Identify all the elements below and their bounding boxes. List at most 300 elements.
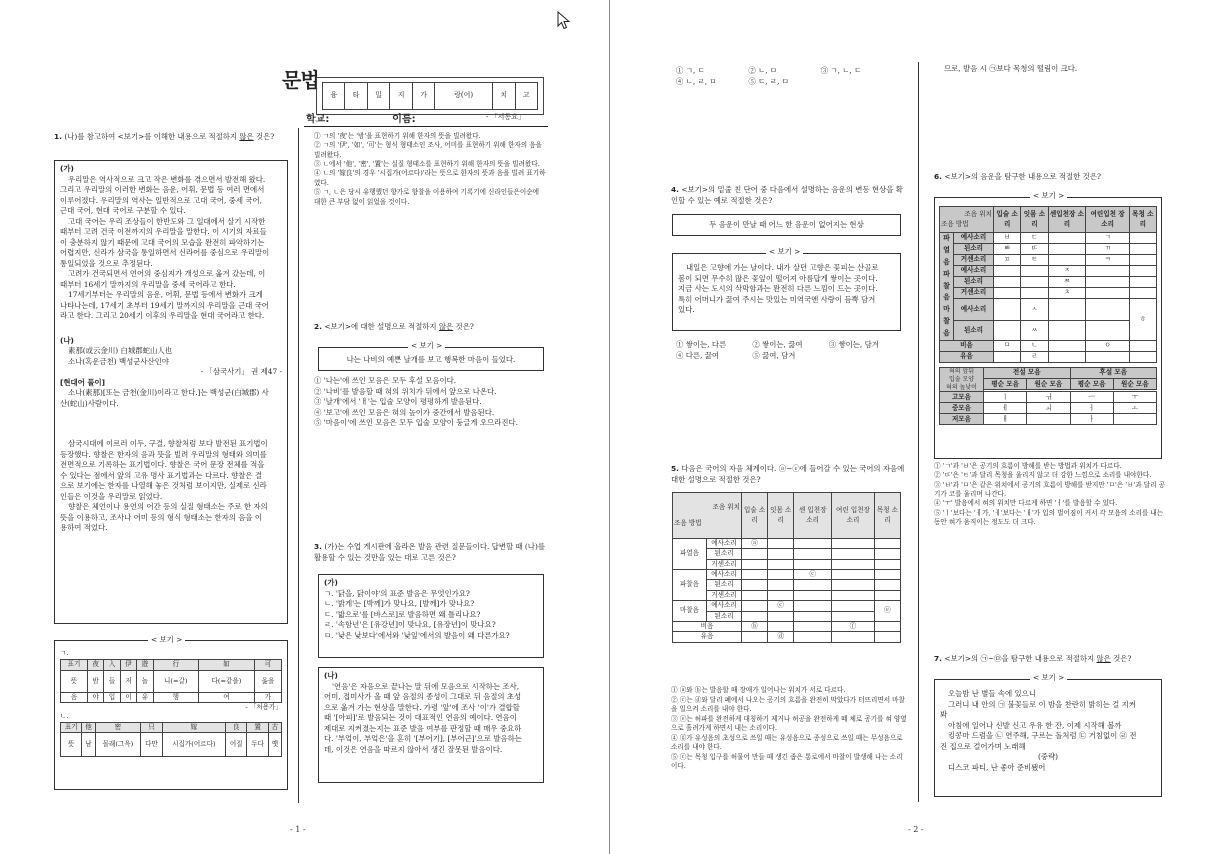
q7-prompt-end: 것은? [1110,654,1132,663]
table-cell: 행 [153,692,198,702]
bogi-ga-label: ㄱ. [60,649,69,657]
table-cell: 유 [137,692,153,702]
table-header-cell: 입술 소리 [742,493,768,539]
passage-line: 때부터 고려 건국 이전까지의 우리말을 말한다. 이 시기의 자료들 [60,227,267,237]
q1-option-1[interactable]: ① ㄱ의 '夜'는 '밤'을 표현하기 위해 한자의 뜻을 빌려왔다. [314,132,481,140]
q4-bogi-line: 내일은 고향에 가는 날이다. 내가 살던 고향은 꽃피는 산골로 [686,263,879,272]
table-cell: ㅓ [1070,403,1113,414]
table-cell: ㅇ [1086,341,1129,352]
q3-ga-label: (가) [324,578,338,587]
passage-line: 17세기부터는 우리말의 음운, 어휘, 문법 등에서 변화가 크게 [68,290,263,300]
q2-option-1[interactable]: ① '나는'에 쓰인 모음은 모두 후설 모음이다. [314,376,457,385]
table-cell: ㅜ [1113,392,1156,403]
q4-option-5[interactable]: ⑤ 끓여, 담겨 [752,350,796,360]
q4-option-2[interactable]: ② 쌓이는, 끓여 [752,340,803,349]
header-cell: 고 [515,83,537,110]
table-cell: 들 [104,670,120,692]
q6-vowel-corner-label: 혀의 앞뒤 [948,368,975,376]
q5-option-4[interactable]: ④ ⓖ가 유성음의 초성으로 쓰일 때는 유성음으로 종성으로 쓰일 때는 무성음으로 소리를 내야 한다. [671,733,903,752]
passage-line: 고대 국어는 우리 조상들이 한반도와 그 일대에서 살기 시작한 [68,216,266,226]
q6-consonant-table [939,206,1157,363]
table-cell: 密 [95,722,141,732]
table-cell: 이 [120,692,136,702]
q4-option-1[interactable]: ① 쌓이는, 다른 [676,340,727,349]
table-cell: ㅁ [994,341,1021,352]
q3-number: 3. [314,542,322,551]
table-cell: 예사소리 [707,601,742,611]
table-cell: 비음 [940,341,994,352]
q6-bogi-box [934,197,1162,459]
page-number: - 2 - [908,825,924,834]
table-cell: ㅐ [984,414,1027,425]
header-cell: 융 [323,83,345,110]
table-cell: 嫁 [162,722,225,732]
q1-passage-box [54,160,288,624]
table-cell: 된소리 [707,580,742,590]
passage-line: 고려가 건국되면서 언어의 중심지가 개성으로 옮겨 갔는데, 이 [68,269,266,279]
q4-bogi-line: 봄이 되면 무수히 많은 꽃잎이 떨어져 아름답게 쌓이는 곳이다. [678,273,878,283]
q2-options [314,376,546,429]
q7-number: 7. [934,654,942,663]
q6-vowel-table [939,367,1157,425]
table-cell: ㅌ [1021,255,1048,266]
q3-prompt [314,542,546,563]
table-cell: ㅃ [994,244,1021,255]
table-cell: 夜 [87,660,103,670]
table-header-cell: 원순 모음 [1113,379,1156,390]
q6-group-label: 파열음 [943,234,950,266]
passage-line: 어렵지만, 신라가 삼국을 통일하면서 신라어를 중심으로 우리말이 [60,248,270,258]
q5-prompt-text: 다음은 국어의 자음 체계이다. ⓐ~ⓔ에 들어갈 수 있는 국어의 자음에 대한 설명으로 적절한 것은? [671,464,905,484]
q4-prompt [671,185,905,206]
table-cell: 여 [198,692,254,702]
table-cell: ㅏ [1070,414,1113,425]
table-cell: 다(=같을) [198,670,254,692]
table-cell: ㅚ [1027,403,1070,414]
q4-bogi-title: < 보기 > [766,247,803,258]
passage-line: 인들은 이것을 우리말로 읽었다. [60,491,163,501]
header-cell: 랑(어) [435,83,493,110]
table-header-cell: 원순 모음 [1027,379,1070,390]
header-cell: 치 [493,83,515,110]
passage-line: 삼국시대에 이르러 이두, 구결, 향찰처럼 보다 발전된 표기법이 [68,439,268,449]
passage-line: 통일되었을 것으로 추정된다. [60,258,153,268]
table-header-cell: 센입천장 소리 [1048,207,1086,233]
q6-bogi-title: < 보기 > [1030,191,1067,202]
passage-line: 산(蛇山)사람이다. [60,398,119,408]
q1-prompt-end: 것은? [253,132,275,141]
table-cell: 음 [61,692,88,702]
table-cell: ㅣ [984,392,1027,403]
passage-line: 근대 국어, 현대 국어로 구분할 수 있다. [60,206,186,216]
q3-ga-line: ㅁ. '낮은 낮보다'에서와 '낮잎'에서의 발음이 왜 다른가요? [324,630,510,640]
passage-line: 향찰은 체언이나 용언의 어간 등의 실질 형태소는 주로 한 자의 [68,502,268,512]
table-cell: 남 [82,733,95,757]
table-cell: ㄹ [1021,352,1048,363]
table-cell: 된소리 [954,244,994,255]
table-cell: 된소리 [954,277,994,288]
table-cell: 他 [82,722,95,732]
table-cell: ⓔ [874,601,900,622]
bogi-ga-table [60,659,282,703]
q5-option-2[interactable]: ② ⓒ는 ⓓ와 달리 폐에서 나오는 공기의 흐름을 완전히 막았다가 터뜨리면서 마찰을 일으켜 소리를 내야 한다. [671,695,905,714]
table-cell: 표기 [61,722,82,732]
q5-corner-cell [673,493,742,539]
header-underline [304,126,548,127]
q3-na-box [318,667,544,783]
passage-line: 수 있다는 점에서 앞의 고유 명사 표기법과는 다르다. 향찰은 결 [60,470,262,480]
passage-line: 용하여 적었다. [60,523,108,533]
q7-bogi-line: 봐 [940,710,948,720]
table-cell: 표기 [61,660,88,670]
q5-corner-bottom: 조음 방법 [674,518,702,527]
table-cell: ㅂ [994,233,1021,244]
passage-line: 素那(或云金川) 白城郡蛇山人也 [68,346,173,356]
table-cell: 유음 [940,352,994,363]
table-cell: 거센소리 [707,590,742,600]
passage-line: 으로 보기에는 한자를 나열해 놓은 것처럼 보이지만, 실제로 신라 [60,481,267,491]
table-cell: 古 [268,722,281,732]
table-header-cell: 목청 소리 [1129,207,1156,233]
school-label: 학교: [306,114,330,125]
q6-options [934,462,1166,528]
q6-vowel-corner [940,368,984,392]
table-cell: 뜻 [61,670,88,692]
q3-option-3[interactable]: ③ ㄱ, ㄴ, ㄷ [820,66,862,75]
table-cell: 行 [153,660,198,670]
q3-na-line: 때 '[아피]'로 발음되는 것이 대표적인 연음의 예이다. 연음이 [324,713,517,723]
passage-line: 라고 한다. 그리고 20세기 이후의 우리말을 현대 국어라고 한다. [60,311,265,321]
q5-number: 5. [671,464,679,473]
table-cell: 只 [141,722,162,732]
table-cell: ㅔ [984,403,1027,414]
q2-option-5[interactable]: ⑤ '마음이'에 쓰인 모음은 모두 입술 모양이 둥글게 오므라진다. [314,418,518,428]
table-cell: ⓕ [832,621,875,631]
q1-option-3[interactable]: ③ ㄴ에서 '他', '密', '置'는 실질 형태소를 표현하기 위해 한자의 뜻을 빌려왔다. [314,160,540,169]
table-cell: 놀 [137,670,153,692]
q1-options [314,132,546,207]
q3-option-4[interactable]: ④ ㄴ, ㄹ, ㅁ [676,76,717,86]
table-cell: 된소리 [707,549,742,559]
table-cell: ⓑ [742,621,768,631]
table-cell [1048,233,1086,244]
table-cell: ㅈ [1048,266,1086,277]
table-cell: 다만 [141,733,162,757]
q4-option-4[interactable]: ④ 다른, 끓여 [676,350,719,360]
passage-ga-label: (가) [60,164,74,173]
q1-prompt-negation: 않은 [239,132,254,141]
q6-option-4[interactable]: ④ 'ㅜ' 발음에서 혀의 위치만 다르게 하면 'ㅓ'를 발음할 수 있다. [934,499,1118,508]
table-cell: ㅎ [1129,299,1156,341]
table-cell: 니(=갈) [153,670,198,692]
q5-options [671,686,907,772]
q7-prompt-negation: 않은 [1096,654,1111,663]
mouse-cursor-icon [557,11,571,31]
table-cell: 置 [247,722,268,732]
bogi-na-label: ㄴ. [60,712,69,721]
q3-option-1[interactable]: ① ㄱ, ㄷ [676,66,705,75]
q4-number: 4. [671,185,679,194]
q6-option-2[interactable]: ② 'ㄸ'은 'ㅌ'과 달리 목청을 울리지 않고 더 강한 느낌으로 소리를 내야한다. [934,471,1152,480]
q7-bogi-box [934,679,1162,797]
table-cell: 예사소리 [954,266,994,277]
table-cell: ⓓ [768,632,794,642]
q1-prompt-text: (나)를 참고하여 <보기>를 이해한 내용으로 적절하지 [64,132,240,141]
header-table [322,82,538,110]
q2-option-2[interactable]: ② '나비'를 발음할 때 혀의 위치가 뒤에서 앞으로 나온다. [314,386,497,396]
header-source: - 「서동요」 [486,113,525,121]
table-cell: 된소리 [954,321,994,341]
q3-option-2[interactable]: ② ㄴ, ㅁ [748,66,778,75]
table-cell [1129,233,1156,244]
q1-bogi-box [54,640,288,790]
q5-corner-top: 조음 위치 [712,503,741,512]
q6-prompt [934,172,1164,183]
table-cell: 예사소리 [954,299,994,321]
passage-ga-text [60,175,282,322]
passage-line: 우리말은 역사적으로 크고 작은 변화를 겪으면서 발전해 왔다. [68,174,266,184]
q7-bogi-line: 오늘밤 난 별들 속에 있으니 [948,689,1036,698]
passage-source: - 「삼국사기」 권 제47 - [200,367,282,377]
q3-ga-box [318,574,544,658]
passage-na-label: (나) [60,335,74,345]
passage-line: 그리고 우리말의 이러한 변화는 음운, 어휘, 문법 등 여러 면에서 [60,185,265,195]
table-header-cell: 잇몸 소리 [768,493,794,539]
passage-line: 이루어졌다. 우리말의 역사는 일반적으로 고대 국어, 중세 국어, [60,195,262,205]
table-header-cell: 평순 모음 [1070,379,1113,390]
q4-option-3[interactable]: ③ 쌓이는, 담겨 [828,340,879,349]
q4-description: 두 음운이 만날 때 어느 한 음운이 없어지는 현상 [709,220,864,229]
table-cell: 몰래(그윽) [95,733,141,757]
header-cell: 타 [345,83,367,110]
table-header-cell: 목청 소리 [874,493,900,539]
bogi-na-table [60,722,282,757]
passage-line: 전면적으로 기록하는 표기법이다. 향찰은 국어 문장 전체를 적을 [60,460,265,470]
q3-ga-line: ㄷ. '밟으로'를 [바스로]로 발음하면 왜 틀리나요? [324,609,481,619]
q1-option-2[interactable]: ② ㄱ의 '伊', '如', '可'는 형식 형태소인 조사, 어미를 표현하기 위해 한자의 음을 빌려왔다. [314,141,542,159]
table-cell: 저 [120,670,136,692]
table-cell: ㅟ [1027,392,1070,403]
q3-ga-line: ㄹ. '속함년'은 [유강년]이 맞나요, [유장년]이 맞나요? [324,620,496,630]
column-divider [918,62,919,802]
table-cell: ㅋ [1086,255,1129,266]
q5-continued-text: 므로, 발음 시 ㉠보다 목청의 떨림이 크다. [944,64,1078,73]
table-cell: 비음 [673,621,742,631]
table-cell: ⓒ [768,601,794,611]
table-cell: 可 [255,660,282,670]
q2-prompt-end: 것은? [453,322,474,331]
q5-prompt [671,464,905,485]
table-cell: ㄷ [1021,233,1048,244]
q4-bogi-line: 특히 어머니가 끓여 주시는 맛있는 미역국엔 사랑이 듬뿍 담겨 [678,294,876,304]
q3-na-line: 어미, 접미사가 올 때 앞 음절의 종성이 그대로 뒤 음절의 초성 [324,692,522,702]
table-group-cell: 파찰음 [673,570,707,601]
q7-prompt [934,654,1166,665]
table-header-cell: 입술 소리 [994,207,1021,233]
q3-ga-line: ㄱ. '닭을, 닭이야'의 표준 발음은 무엇인가요? [324,588,470,598]
table-header-cell: 잇몸 소리 [1021,207,1048,233]
table-cell: 입 [104,692,120,702]
q7-bogi-line: 킹콩마 드럼을 ㉡ 연주해, 구르는 돌처럼 ㉢ 거침없이 ㉣ 전 [948,731,1137,741]
table-cell: ㄲ [1086,244,1129,255]
q6-number: 6. [934,172,942,181]
modern-translation-label: [현대어 풀이] [60,377,106,387]
table-cell: 거센소리 [707,559,742,569]
q1-option-4[interactable]: ④ ㄴ의 '嫁良'의 경우 '시집가(어르다)'라는 뜻으로 한자의 뜻과 음을 빌려 표기하였다. [314,169,546,187]
passage-line: 나타나는데, 17세기 초부터 19세기 말까지의 우리말을 근대 국어 [60,300,269,310]
q1-prompt [54,132,288,143]
table-cell: 伊 [120,660,136,670]
q3-na-label: (나) [324,671,338,680]
table-header-cell: 전설 모음 [984,368,1071,379]
passage-line: 뜻을 이용하고, 조사나 어미 등의 형식 형태소는 한자의 음을 이 [60,512,262,522]
table-cell: 遊 [137,660,153,670]
q7-bogi-line: 그러니 내 안의 ㉠ 불꽃들로 이 밤을 찬란히 밝히는 걸 지켜 [948,699,1136,709]
table-cell: ㅊ [1048,288,1086,299]
table-cell: 중모음 [940,403,984,414]
q6-vowel-corner-label: 혀의 높낮이 [946,383,977,391]
q2-bogi-title: < 보기 > [408,341,445,352]
q2-option-4[interactable]: ④ '보고'에 쓰인 모음은 혀의 높이가 중간에서 발음된다. [314,407,495,417]
q6-option-3[interactable]: ③ 'ㅂ'과 'ㅁ'은 같은 위치에서 공기의 흐름이 방해를 받지만 'ㅁ'은 'ㅂ'과 달리 공기가 코를 울리며 나간다. [934,480,1165,499]
table-cell: ㅉ [1048,277,1086,288]
table-cell: 저모음 [940,414,984,425]
table-group-cell: 마찰음 [673,601,707,622]
q1-number: 1. [54,132,62,141]
q3-ga-line: ㄴ. '밝게'는 [박께]가 맞나요, [발께]가 맞나요? [324,599,475,609]
table-cell: 옛 [268,733,281,757]
table-cell: ㅆ [1021,321,1048,341]
q6-vowel-corner-label: 입술 모양 [948,375,975,383]
q4-bogi-line: 지금 사는 도시의 삭막함과는 완전히 다른 느낌이 드는 곳이다. [678,284,878,294]
q4-bogi-line: 있다. [678,305,695,315]
column-divider [298,128,299,803]
bogi-ga-source: - 「처용가」 [245,703,282,712]
passage-line: 이 충분하지 않기 때문에 고대 국어의 모습을 완전히 파악하기는 [60,237,265,247]
table-cell: 가 [255,692,282,702]
q7-bogi-line: 아침에 일어나 신발 신고 우유 한 잔, 이제 시작해 볼까 [948,720,1122,730]
q3-na-line: 데, 이것은 연음을 따르지 않아서 생긴 잘못된 발음이다. [324,744,503,754]
table-header-cell: 여린입천 장소리 [1086,207,1129,233]
q1-option-5[interactable]: ⑤ ㄱ, ㄴ은 당시 유행했던 향가로 향찰을 이용하여 기록기에 신라인들은이순에 대한 큰 부담 없이 읽었을 것이다. [314,188,540,206]
table-cell: 예사소리 [707,539,742,549]
page-title: 문법 [282,68,319,92]
table-cell: 거센소리 [954,255,994,266]
table-header-cell: 평순 모음 [984,379,1027,390]
q4-options [676,340,906,361]
table-cell: ⓒ [794,570,832,580]
q1-bogi-title: < 보기 > [148,635,185,646]
q7-bogi-line: 진 집으로 걸어가며 노래해 [940,741,1026,751]
table-cell: 如 [198,660,254,670]
q7-bogi-line: (중략) [1037,752,1059,762]
q4-prompt-text: <보기>의 밑줄 친 단어 중 다음에서 설명하는 음운의 변동 현상을 확인할 수 있는 예로 적절한 것은? [671,185,903,205]
table-header-cell: 후설 모음 [1070,368,1157,379]
page-number: - 1 - [290,825,306,834]
header-cell: 밀 [367,83,389,110]
table-cell: ㅍ [994,255,1021,266]
q6-corner-cell [940,207,994,233]
q6-option-1[interactable]: ① 'ㄱ'과 'ㅂ'은 공기의 흐름이 방해를 받는 방법과 위치가 다르다. [934,462,1122,470]
table-cell: 된소리 [707,611,742,621]
table-cell: ⓐ [742,539,768,549]
q6-option-5[interactable]: ⑤ 'ㅣ'보다는 'ㅔ가, 'ㅔ'보다는 'ㅐ'가 입의 벌어짐이 커서 각 모음의 소리를 내는 동안 혀가 움직이는 정도도 더 크다. [934,508,1164,527]
table-cell: 옳을 [255,670,282,692]
table-cell: 고모음 [940,392,984,403]
header-cell: 가 [412,83,434,110]
q2-number: 2. [314,322,322,331]
q3-na-line: 다. '부엌이, 부엌은'을 흔히 '[부어기], [부어근]'으로 발음하는 [324,734,522,744]
q5-option-5[interactable]: ⑤ ⓒ는 목청 입구를 허물어 만들 때 생긴 좁은 통로에서 마찰이 발생해 나는 소리이다. [671,752,903,771]
q6-prompt-text: <보기>의 음운을 탐구한 내용으로 적절한 것은? [944,172,1101,181]
table-cell: 어질 [225,733,246,757]
passage-line: 때부터 16세기 말까지의 우리말을 중세 국어라고 한다. [60,279,236,289]
table-cell: 예사소리 [954,233,994,244]
q6-group-cell [940,233,954,341]
table-cell: 밤 [87,670,103,692]
table-cell: 시집가(어르다) [162,733,225,757]
table-header-cell: 센 입천장 소리 [794,493,832,539]
page-divider [609,0,610,854]
q2-option-3[interactable]: ③ '날개'에서 'ㅐ'는 입술 모양이 평평하게 발음된다. [314,397,482,407]
q7-bogi-line: 디스코 파티, 난 좋아 준비됐어 [948,762,1046,772]
q2-prompt-text: <보기>에 대한 설명으로 적절하지 [324,322,439,331]
table-group-cell: 파열음 [673,539,707,570]
table-cell: 유음 [673,632,742,642]
q3-na-line: 제대로 지켜졌는지는 표준 발음 여부를 판정할 때 매우 중요하 [324,723,522,733]
q5-consonant-table [672,492,901,643]
q6-group-label: 파찰음 [943,269,950,302]
q2-bogi-text: 나는 나비의 예쁜 날개를 보고 행복한 마음이 들었다. [346,355,516,364]
q3-na-line: 으로 옮겨 가는 현상을 말한다. 가령 '앞'에 조사 '이'가 결합할 [324,702,520,712]
passage-line: 등장했다. 향찰은 한자의 음과 뜻을 빌려 우리말의 형태와 의미를 [60,449,267,459]
table-cell: ㅗ [1113,403,1156,414]
q7-bogi-title: < 보기 > [1030,673,1067,684]
q2-prompt-negation: 않은 [438,322,454,331]
q3-option-5[interactable]: ⑤ ㄷ, ㄹ, ㅁ [748,76,789,86]
table-cell: 良 [225,722,246,732]
table-cell: ㅅ [1021,299,1048,321]
table-cell: 두다 [247,733,268,757]
table-cell: 야 [87,692,103,702]
header-cell: 지 [390,83,412,110]
q2-prompt [314,322,546,333]
q6-group-label: 마찰음 [943,305,950,338]
name-label: 이름: [392,114,416,125]
q6-corner-top: 조음 위치 [964,210,992,219]
table-cell: 入 [104,660,120,670]
q3-options [676,66,906,87]
q5-option-1[interactable]: ① ⓐ와 ⓑ는 발음할 때 장애가 일어나는 위치가 서로 다르다. [671,686,846,694]
table-cell: 예사소리 [707,570,742,580]
q4-description-box [672,214,901,236]
table-cell: ㄸ [1021,244,1048,255]
q7-prompt-text: <보기>의 ㉠~㉤을 탐구한 내용으로 적절하지 [944,654,1097,663]
passage-line: 소나(혹운금천) 백성군사산인야 [68,356,169,366]
table-cell: ㅡ [1070,392,1113,403]
table-cell: ㄱ [1086,233,1129,244]
q5-option-3[interactable]: ③ ⓔ는 허파를 완전하게 대칭하기 제거나 허공을 완전하게 떼 체로 공기를 혀 양옆으로 흘려가게 하면서 내는 소리이다. [671,714,907,733]
q3-prompt-text: (가)는 수업 게시판에 올라온 발음 관련 질문들이다. 답변할 때 (나)를 활용할 수 있는 것만을 있는 대로 고른 것은? [314,542,545,562]
q4-bogi-box [672,253,901,331]
passage-line: 소나(素那)[또는 금천(金川)이라고 한다.]는 백성군(白城郡) 사 [68,388,269,398]
table-cell: 거센소리 [954,288,994,299]
q3-na-line: '연음'은 자음으로 끝나는 말 뒤에 모음으로 시작하는 조사, [332,681,520,691]
table-header-cell: 여린 입천장 소리 [832,493,875,539]
q6-corner-bottom: 조음 방법 [941,219,969,228]
table-cell: ㄴ [1021,341,1048,352]
table-cell: 뜻 [61,733,82,757]
